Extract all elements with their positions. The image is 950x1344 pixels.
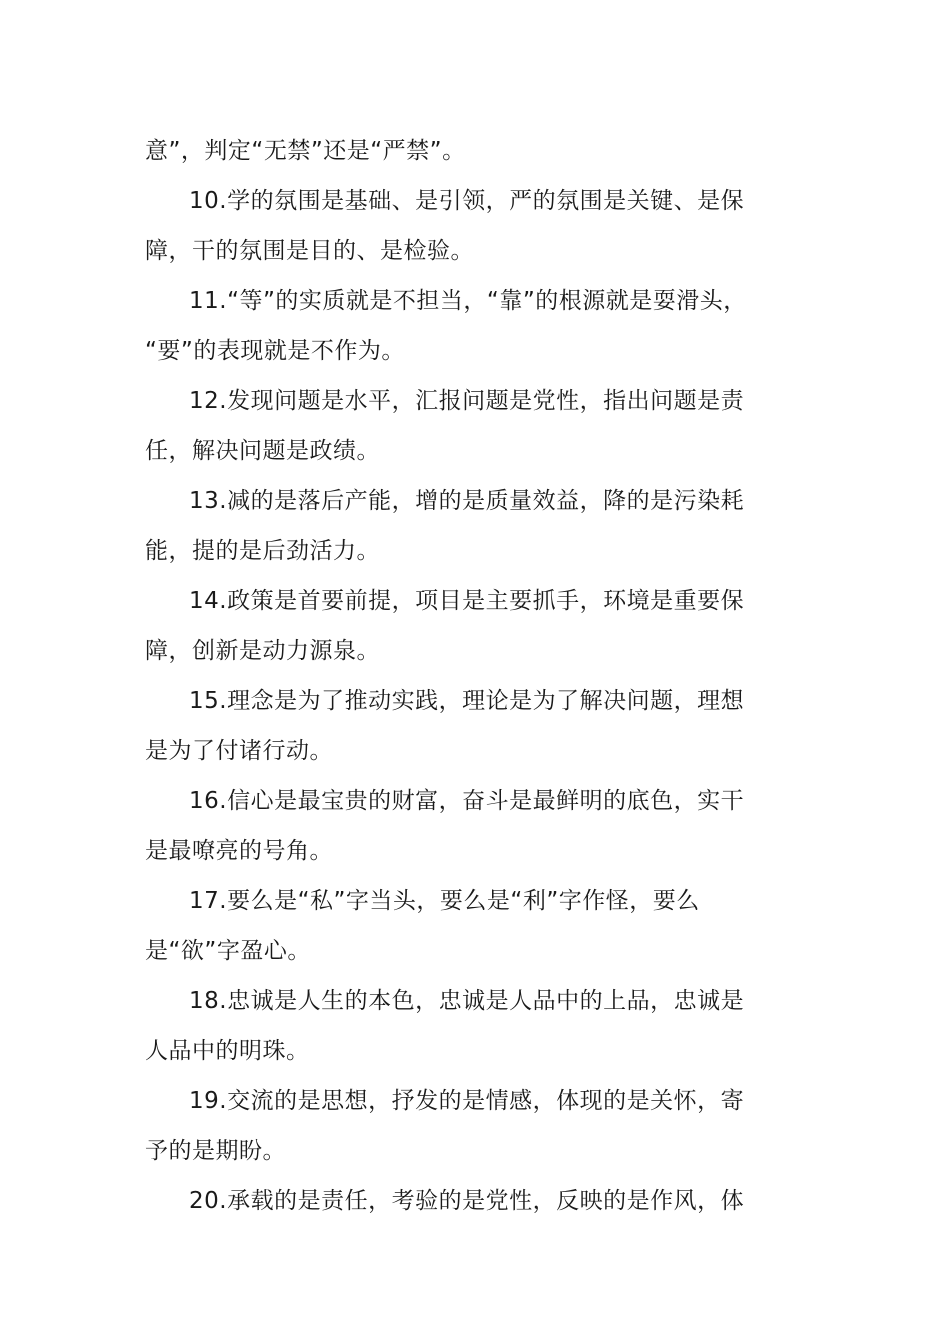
text-line: 17.要么是“私”字当头，要么是“利”字作怪，要么 [189, 888, 700, 914]
text-line: 20.承载的是责任，考验的是党性，反映的是作风，体 [189, 1188, 745, 1214]
text-line: 予的是期盼。 [145, 1138, 286, 1164]
text-line: 人品中的明珠。 [145, 1038, 310, 1064]
text-line: 10.学的氛围是基础、是引领，严的氛围是关键、是保 [189, 188, 745, 214]
text-line: 是“欲”字盈心。 [145, 938, 311, 964]
text-line: 16.信心是最宝贵的财富，奋斗是最鲜明的底色，实干 [189, 788, 745, 814]
text-line: 19.交流的是思想，抒发的是情感，体现的是关怀，寄 [189, 1088, 745, 1114]
paragraph-continuation [145, 126, 815, 176]
text-line: 15.理念是为了推动实践，理论是为了解决问题，理想 [189, 688, 745, 714]
text-line: 是为了付诸行动。 [145, 738, 333, 764]
paragraph-item-10 [145, 176, 815, 276]
document-body [145, 126, 815, 1226]
paragraph-item-18 [145, 976, 815, 1076]
paragraph-item-13 [145, 476, 815, 576]
text-line: 18.忠诚是人生的本色，忠诚是人品中的上品，忠诚是 [189, 988, 745, 1014]
paragraph-item-14 [145, 576, 815, 676]
paragraph-item-16 [145, 776, 815, 876]
paragraph-item-12 [145, 376, 815, 476]
text-line: 是最嘹亮的号角。 [145, 838, 333, 864]
paragraph-item-17 [145, 876, 815, 976]
paragraph-item-11 [145, 276, 815, 376]
text-line: 12.发现问题是水平，汇报问题是党性，指出问题是责 [189, 388, 745, 414]
text-line: “要”的表现就是不作为。 [145, 338, 405, 364]
text-line: 11.“等”的实质就是不担当，“靠”的根源就是耍滑头， [189, 288, 747, 314]
text-line: 13.减的是落后产能，增的是质量效益，降的是污染耗 [189, 488, 745, 514]
text-line: 能，提的是后劲活力。 [145, 538, 380, 564]
text-line: 障，创新是动力源泉。 [145, 638, 380, 664]
text-line: 意”，判定“无禁”还是“严禁”。 [145, 138, 466, 164]
text-line: 任，解决问题是政绩。 [145, 438, 380, 464]
text-line: 障，干的氛围是目的、是检验。 [145, 238, 474, 264]
paragraph-item-19 [145, 1076, 815, 1176]
paragraph-item-15 [145, 676, 815, 776]
paragraph-item-20 [145, 1176, 815, 1226]
text-line: 14.政策是首要前提，项目是主要抓手，环境是重要保 [189, 588, 745, 614]
